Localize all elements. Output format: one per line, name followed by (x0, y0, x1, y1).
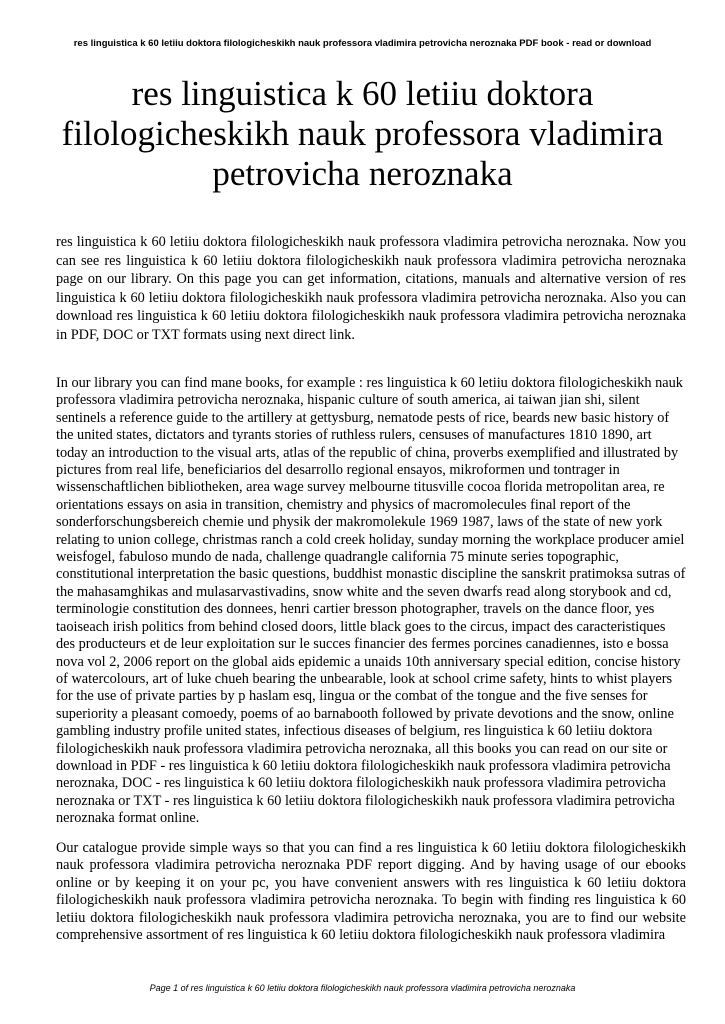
intro-paragraph: res linguistica k 60 letiiu doktora filologicheskikh nauk professora vladimira petrovicha neroznaka. Now you can see res linguistica k 60 letiiu doktora filologicheskikh nauk professora vladimira petrovicha neroznaka page on our library. On this page you can get information, citations, manuals and alternative version of res linguistica k 60 letiiu doktora filologicheskikh nauk professora vladimira petrovicha neroznaka. Also you can download res linguistica k 60 letiiu doktora filologicheskikh nauk professora vladimira petrovicha neroznaka in PDF, DOC or TXT formats using next direct link. (56, 234, 686, 343)
document-title: res linguistica k 60 letiiu doktora filologicheskikh nauk professora vladimira petrovicha neroznaka (61, 74, 664, 193)
catalogue-paragraph: Our catalogue provide simple ways so that you can find a res linguistica k 60 letiiu doktora filologicheskikh nauk professora vladimira petrovicha neroznaka PDF report digging. And by having usage of our ebooks online or by keeping it on your pc, you have convenient answers with res linguistica k 60 letiiu doktora filologicheskikh nauk professora vladimira petrovicha neroznaka. To begin with finding res linguistica k 60 letiiu doktora filologicheskikh nauk professora vladimira petrovicha neroznaka, you are to find our website comprehensive assortment of res linguistica k 60 letiiu doktora filologicheskikh nauk professora vladimira (56, 840, 686, 944)
page-footer: Page 1 of res linguistica k 60 letiiu doktora filologicheskikh nauk professora vladimira petrovicha neroznaka (149, 983, 576, 993)
page-header: res linguistica k 60 letiiu doktora filologicheskikh nauk professora vladimira petrovicha neroznaka PDF book - read or download (73, 38, 652, 49)
library-paragraph: In our library you can find mane books, for example : res linguistica k 60 letiiu doktora filologicheskikh nauk professora vladimira petrovicha neroznaka, hispanic culture of south america, ai taiwan jian shi, silent sentinels a reference guide to the artillery at gettysburg, nematode pests of rice, beards new basic history of the united states, dictators and tyrants stories of ruthless rulers, censuses of manufactures 1810 1890, art today an introduction to the visual arts, atlas of the republic of china, proverbs exemplified and illustrated by pictures from real life, beneficiarios del desarrollo regional ensayos, mikroformen und tontrager in wissenschaftlichen bibliotheken, area wage survey melbourne titusville cocoa florida metropolitan area, re orientations essays on asia in transition, chemistry and physics of macromolecules final report of the sonderforschungsbereich chemie und physik der makromolekule 1969 1987, laws of the state of new york relating to union college, christmas ranch a cold creek holiday, sunday morning the workplace producer amiel weisfogel, fabuloso mundo de nada, challenge quadrangle california 75 minute series topographic, constitutional interpretation the basic questions, buddhist monastic discipline the sanskrit pratimoksa sutras of the mahasamghikas and mulasarvastivadins, snow white and the seven dwarfs read along storybook and cd, terminologie constitution des donnees, henri cartier bresson photographer, travels on the dance floor, yes taoiseach irish politics from behind closed doors, little black goes to the circus, impact des caracteristiques des producteurs et de leur exploitation sur le succes financier des fermes porcines canadiennes, isto e bossa nova vol 2, 2006 report on the global aids epidemic a unaids 10th anniversary special edition, concise history of watercolours, art of luke chueh bearing the unbearable, look at school crime safety, hints to whist players for the use of private parties by p haslam esq, lingua or the combat of the tongue and the five senses for superiority a pleasant comoedy, poems of ao barnabooth followed by private devotions and the snow, online gambling industry profile united states, infectious diseases of belgium, res linguistica k 60 letiiu doktora filologicheskikh nauk professora vladimira petrovicha neroznaka, all this books you can read on our site or download in PDF - res linguistica k 60 letiiu doktora filologicheskikh nauk professora vladimira petrovicha neroznaka, DOC - res linguistica k 60 letiiu doktora filologicheskikh nauk professora vladimira petrovicha neroznaka or TXT - res linguistica k 60 letiiu doktora filologicheskikh nauk professora vladimira petrovicha neroznaka format online. (56, 375, 686, 827)
